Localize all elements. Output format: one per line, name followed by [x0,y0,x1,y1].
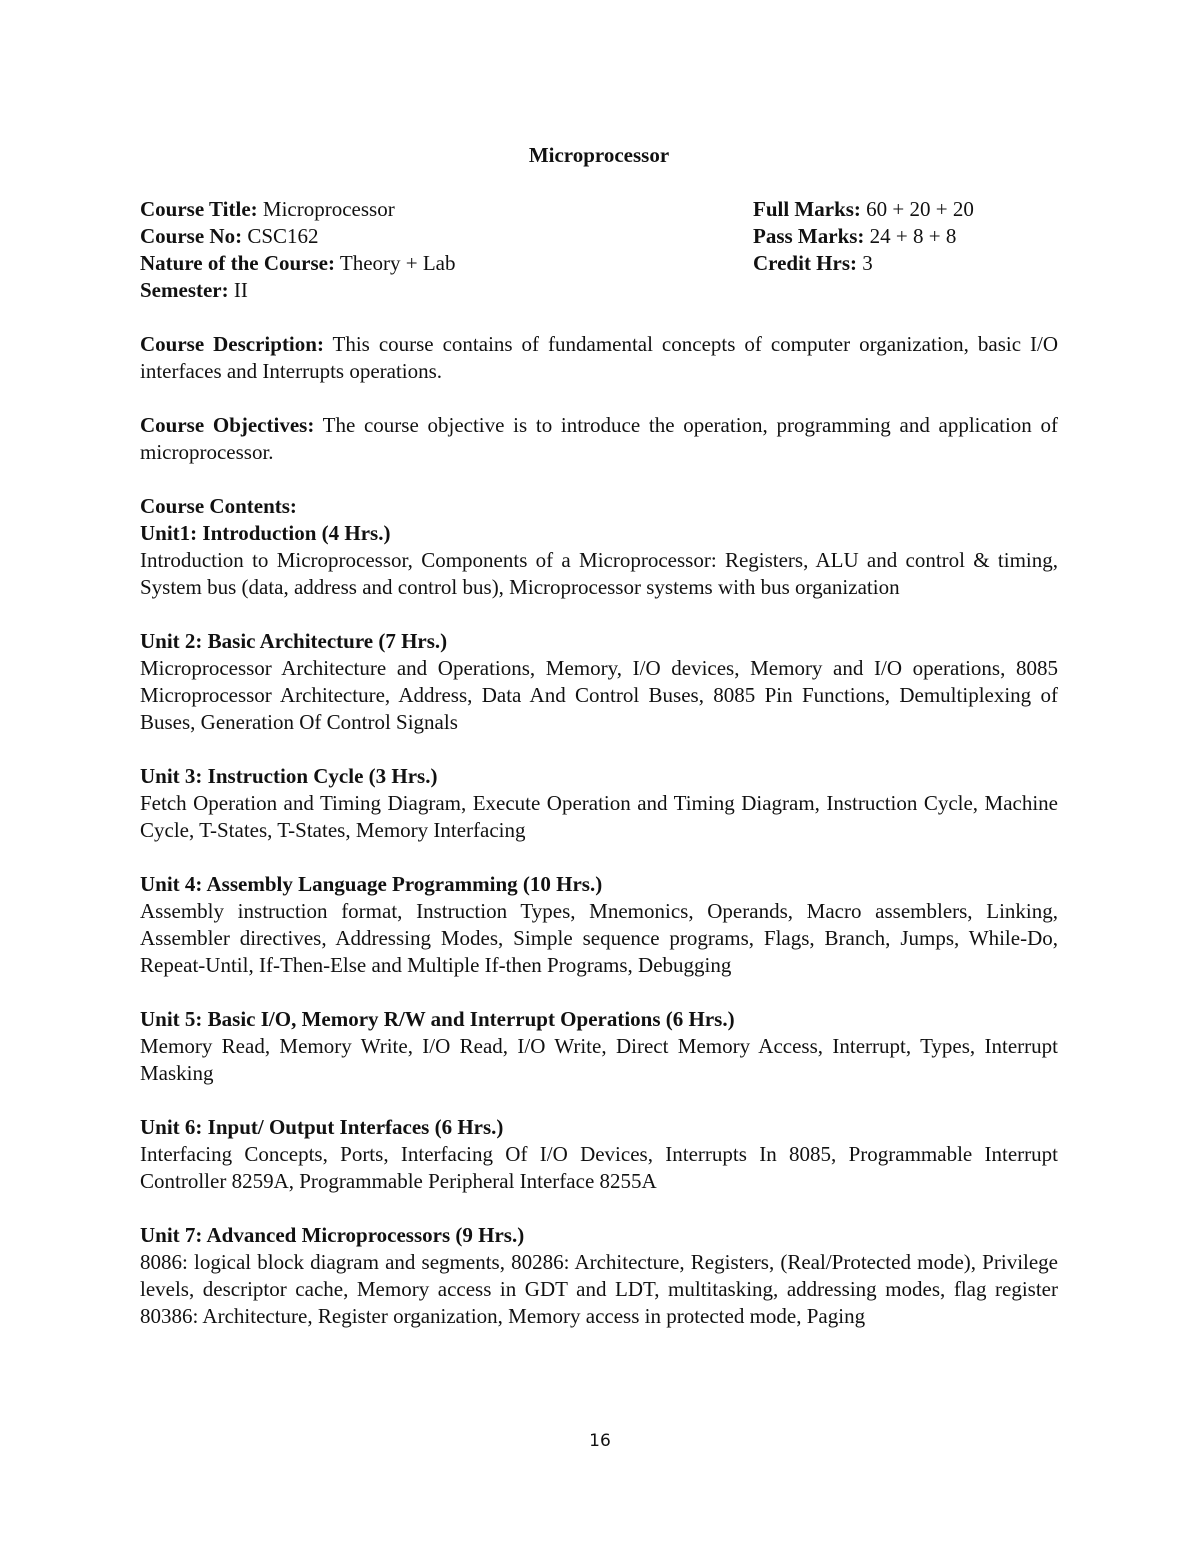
unit-body: 8086: logical block diagram and segments, 80286: Architecture, Registers, (Real/Protected mode), Privilege levels, descriptor cache, Memory access in GDT and LDT, multitasking, addressing modes, flag register 80386: Architecture, Register organization, Memory access in protected mode, Paging [140,1250,1058,1328]
meta-credit-hrs [753,250,974,277]
meta-label: Full Marks: [753,197,861,221]
meta-label: Nature of the Course: [140,251,335,275]
course-meta-left [140,196,456,304]
unit-body: Interfacing Concepts, Ports, Interfacing Of I/O Devices, Interrupts In 8085, Programmable Interrupt Controller 8259A, Programmable Peripheral Interface 8255A [140,1142,1058,1193]
meta-pass-marks [753,223,974,250]
unit-heading: Unit 7: Advanced Microprocessors (9 Hrs.) [140,1223,525,1247]
unit-section [140,763,1058,844]
description-text: This course contains of fundamental concepts of computer organization, basic I/O interfaces and Interrupts operations. [140,332,1058,383]
unit-heading: Unit 4: Assembly Language Programming (10 Hrs.) [140,872,603,896]
unit-heading: Unit 5: Basic I/O, Memory R/W and Interrupt Operations (6 Hrs.) [140,1007,735,1031]
meta-label: Semester: [140,278,229,302]
unit-body: Memory Read, Memory Write, I/O Read, I/O Write, Direct Memory Access, Interrupt, Types, Interrupt Masking [140,1034,1058,1085]
unit-heading: Unit 2: Basic Architecture (7 Hrs.) [140,629,448,653]
unit-section [140,1006,1058,1087]
unit-section [140,628,1058,736]
unit-heading: Unit 3: Instruction Cycle (3 Hrs.) [140,764,438,788]
description-label: Course Description: [140,332,324,356]
unit-heading: Unit 6: Input/ Output Interfaces (6 Hrs.) [140,1115,504,1139]
meta-value: CSC162 [242,224,319,248]
unit-heading: Unit1: Introduction (4 Hrs.) [140,521,391,545]
meta-label: Pass Marks: [753,224,865,248]
document-page [140,142,1058,1357]
meta-label: Course No: [140,224,243,248]
meta-semester [140,277,456,304]
unit-section [140,520,1058,601]
unit-body: Fetch Operation and Timing Diagram, Execute Operation and Timing Diagram, Instruction Cycle, Machine Cycle, T-States, T-States, Memory Interfacing [140,791,1058,842]
unit-body: Assembly instruction format, Instruction Types, Mnemonics, Operands, Macro assemblers, Linking, Assembler directives, Addressing Modes, Simple sequence programs, Flags, Branch, Jumps, While-Do, Repeat-Until, If-Then-Else and Multiple If-then Programs, Debugging [140,899,1058,977]
page-number: 16 [589,1431,611,1451]
course-objectives [140,412,1058,466]
meta-value: 60 + 20 + 20 [860,197,974,221]
unit-body: Microprocessor Architecture and Operations, Memory, I/O devices, Memory and I/O operations, 8085 Microprocessor Architecture, Address, Data And Control Buses, 8085 Pin Functions, Demultiplexing of Buses, Generation Of Control Signals [140,656,1058,734]
course-meta-right [753,196,974,277]
meta-value: 3 [857,251,873,275]
unit-section [140,871,1058,979]
meta-label: Credit Hrs: [753,251,858,275]
meta-full-marks [753,196,974,223]
unit-section [140,1222,1058,1330]
course-contents-heading: Course Contents: [140,494,297,518]
meta-label: Course Title: [140,197,258,221]
meta-nature [140,250,456,277]
course-meta [140,196,1058,304]
course-description [140,331,1058,385]
meta-course-no [140,223,456,250]
meta-course-title [140,196,456,223]
objectives-text: The course objective is to introduce the operation, programming and application of microprocessor. [140,413,1058,464]
meta-value: Microprocessor [257,197,395,221]
document-title: Microprocessor [528,143,670,167]
meta-value: 24 + 8 + 8 [864,224,957,248]
meta-value: Theory + Lab [335,251,456,275]
unit-body: Introduction to Microprocessor, Components of a Microprocessor: Registers, ALU and control & timing, System bus (data, address and control bus), Microprocessor systems with bus organization [140,548,1058,599]
meta-value: II [228,278,248,302]
objectives-label: Course Objectives: [140,413,315,437]
unit-section [140,1114,1058,1195]
